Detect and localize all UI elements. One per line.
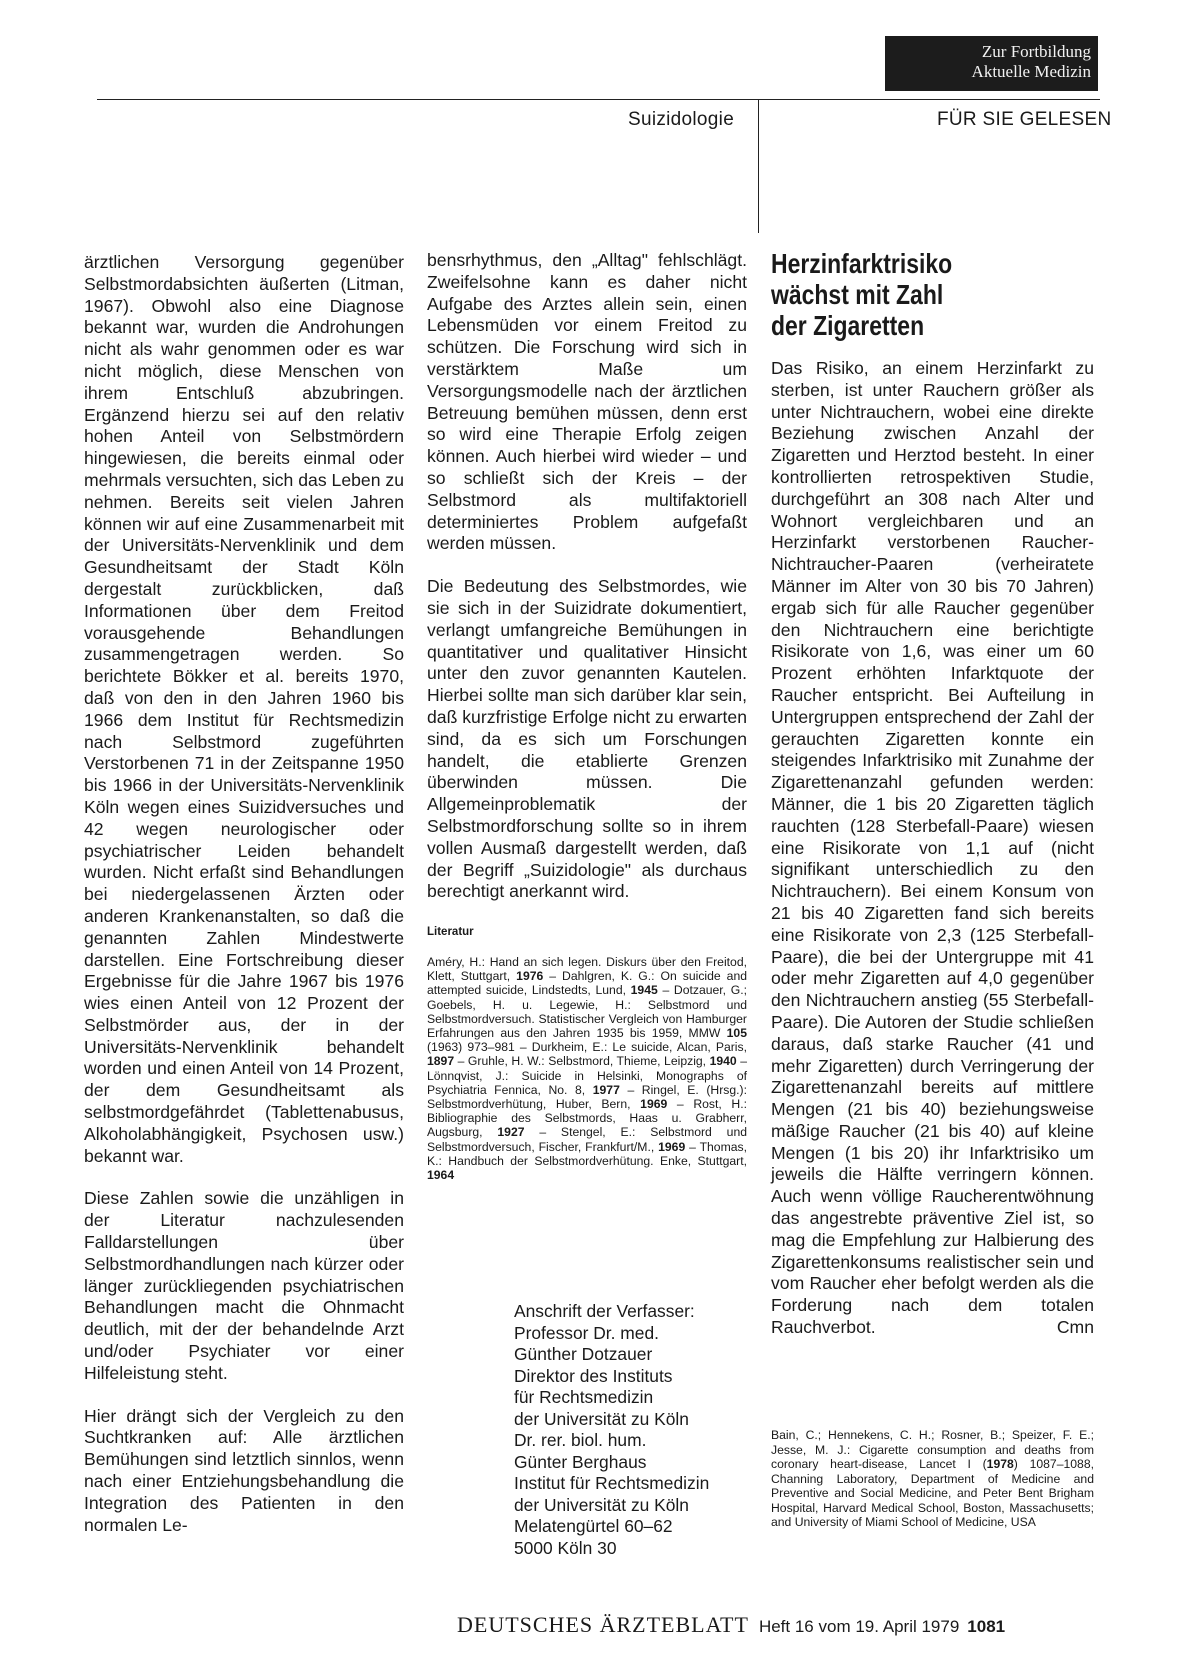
paragraph: Die Bedeutung des Selbstmordes, wie sie sich in der Suizidrate dokumentiert, verlangt umfangreiche Bemühungen in quantitativer und qualitativer Hinsicht unter den zuvor genannten Kautelen. Hierbei sollte man sich darüber klar sein, daß kurzfristige Erfolge nicht zu erwarten sind, da es sich um Forschungen handelt, die etablierte Grenzen überwinden müssen. Die Allgemeinproblematik der Selbstmordforschung sollte so in ihrem vollen Ausmaß dargestellt werden, daß der Begriff „Suizidologie" als durchaus berechtigt anerkannt wird. <box>427 576 747 902</box>
side-article-headline <box>771 248 1038 341</box>
main-article-column-1 <box>84 252 404 1536</box>
rubric-label: FÜR SIE GELESEN <box>937 109 1112 130</box>
headline-line: Herzinfarktrisiko <box>771 248 953 279</box>
paragraph: Das Risiko, an einem Herzinfarkt zu sterben, ist unter Rauchern größer als unter Nichtrauchern, wobei eine direkte Beziehung zwischen Anzahl der Zigaretten und Herztod besteht. In einer kontrollierten retrospektiven Studie, durchgeführt an 308 nach Alter und Wohnort vergleichbaren und an Herzinfarkt verstorbenen Raucher-Nichtraucher-Paaren (verheiratete Männer im Alter von 30 bis 70 Jahren) ergab sich für alle Raucher gegenüber den Nichtrauchern eine berichtigte Risikorate von 1,6, was einer um 60 Prozent erhöhten Infarktquote der Raucher entspricht. Bei Aufteilung in Untergruppen entsprechend der Zahl der gerauchten Zigaretten konnte ein steigendes Infarktrisiko mit Zunahme der Zigarettenanzahl gefunden werden: Männer, die 1 bis 20 Zigaretten täglich rauchten (128 Sterbefall-Paare) wiesen eine Risikorate von 1,1 auf (nicht signifikant unterschiedlich zu den Nichtrauchern). Bei einem Konsum von 21 bis 40 Zigaretten fand sich bereits eine Risikorate von 2,3 (125 Sterbefall-Paare), die bei der Untergruppe mit 41 oder mehr Zigaretten auf 4,0 gegenüber den Nichtrauchern anstieg (55 Sterbefall-Paare). Die Autoren der Studie schließen daraus, daß starke Raucher (41 und mehr Zigaretten) durch Verringerung der Zigarettenanzahl bereits auf mittlere Mengen (21 bis 40) beziehungsweise mäßige Raucher (21 bis 40) auf kleine Mengen (1 bis 20) ihr Infarktrisiko um jeweils die Hälfte verringern können. Auch wenn völlige Raucherentwöhnung das angestrebte präventive Ziel ist, so mag die Empfehlung zur Halbierung des Zigarettenkonsums realistischer sein und vom Raucher eher befolgt werden als die Forderung nach dem totalen Rauchverbot. Cmn <box>771 358 1094 1338</box>
page-footer <box>457 1612 1102 1642</box>
author-signature: Cmn <box>1056 1317 1094 1338</box>
address-line: Dr. rer. biol. hum. <box>514 1430 647 1450</box>
address-line: Direktor des Instituts <box>514 1365 673 1386</box>
side-article-body <box>771 358 1094 1339</box>
address-line: Institut für Rechtsmedizin <box>514 1473 710 1493</box>
issue-info: Heft 16 vom 19. April 1979 <box>758 1617 960 1636</box>
address-line: 5000 Köln 30 <box>514 1537 617 1558</box>
rubric-badge <box>885 36 1098 91</box>
paragraph: Diese Zahlen sowie die unzähligen in der Literatur nachzulesenden Falldarstellungen über Selbstmordhandlungen nach kürzer oder länger zurückliegenden psychiatrischen Behandlungen macht die Ohnmacht deutlich, mit der der behandelnde Arzt und/oder Psychiater vor einer Hilfeleistung steht. <box>84 1188 404 1383</box>
page-number: 1081 <box>967 1617 1006 1636</box>
paragraph: Hier drängt sich der Vergleich zu den Suchtkranken auf: Alle ärztlichen Bemühungen sind letztlich sinnlos, wenn nach einer Entziehungsbehandlung die Integration des Patienten in den normalen Le- <box>84 1405 404 1535</box>
badge-line-2: Aktuelle Medizin <box>971 62 1091 81</box>
literature-list: Améry, H.: Hand an sich legen. Diskurs über den Freitod, Klett, Stuttgart, 1976 – Dahlgren, K. G.: On suicide and attempted suicide, Lindstedts, Lund, 1945 – Dotzauer, G.; Goebels, H. u. Legewie, H.: Selbstmord und Selbstmordversuch. Statistischer Vergleich von Hamburger Erfahrungen aus den Jahren 1935 bis 1959, MMW 105 (1963) 973–981 – Durkheim, E.: Le suicide, Alcan, Paris, 1897 – Gruhle, H. W.: Selbstmord, Thieme, Leipzig, 1940 – Lönnqvist, J.: Suicide in Helsinki, Monographs of Psychiatria Fennica, No. 8, 1977 – Ringel, E. (Hrsg.): Selbstmordverhütung, Huber, Bern, 1969 – Rost, H.: Bibliographie des Selbstmords, Haas u. Grabherr, Augsburg, 1927 – Stengel, E.: Selbstmord und Selbstmordversuch, Fischer, Frankfurt/M., 1969 – Thomas, K.: Handbuch der Selbstmordverhütung. Enke, Stuttgart, 1964 <box>427 955 748 1183</box>
address-line: Günther Dotzauer <box>514 1344 653 1364</box>
headline-line: wächst mit Zahl <box>771 279 944 310</box>
section-label: Suizidologie <box>628 109 735 130</box>
column-divider <box>758 100 759 233</box>
header-rule <box>97 99 1100 100</box>
paragraph: bensrhythmus, den „Alltag" fehlschlägt. Zweifelsohne kann es daher nicht Aufgabe des Arztes allein sein, einen Lebensmüden vor einem Freitod zu schützen. Die Forschung wird sich in verstärktem Maße um Versorgungsmodelle nach der ärztlichen Betreuung bemühen müssen, denn erst so wird eine Therapie Erfolg zeigen können. Auch hierbei wird wieder – und so schließt sich der Kreis – der Selbstmord als multifaktoriell determiniertes Problem aufgefaßt werden müssen. <box>427 250 747 554</box>
paragraph: ärztlichen Versorgung gegenüber Selbstmordabsichten äußerten (Litman, 1967). Obwohl also eine Diagnose bekannt war, wurden die Androhungen nicht als wahr genommen oder es war nicht möglich, diese Menschen von ihrem Entschluß abzubringen. Ergänzend hierzu sei auf den relativ hohen Anteil von Selbstmördern hingewiesen, die bereits einmal oder mehrmals versuchten, sich das Leben zu nehmen. Bereits seit vielen Jahren können wir auf eine Zusammenarbeit mit der Universitäts-Nervenklinik und dem Gesundheitsamt der Stadt Köln dergestalt zurückblicken, daß Informationen über dem Freitod vorausgehende Behandlungen zusammengetragen werden. So berichtete Bökker et al. bereits 1970, daß von den in den Jahren 1960 bis 1966 dem Institut für Rechtsmedizin nach Selbstmord zugeführten Verstorbenen 71 in der Zeitspanne 1950 bis 1966 in der Universitäts-Nervenklinik Köln wegen eines Suizidversuches und 42 wegen neurologischer oder psychiatrischer Leiden behandelt wurden. Nicht erfaßt sind Behandlungen bei niedergelassenen Ärzten oder anderen Krankenanstalten, so daß die genannten Zahlen Mindestwerte darstellen. Eine Fortschreibung dieser Ergebnisse für die Jahre 1967 bis 1976 wies einen Anteil von 12 Prozent der Selbstmörder aus, der in der Universitäts-Nervenklinik behandelt worden und einen Anteil von 14 Prozent, der dem Gesundheitsamt als selbstmordgefährdet (Tablettenabusus, Alkoholabhängigkeit, Psychosen usw.) bekannt war. <box>84 252 404 1166</box>
side-article-reference: Bain, C.; Hennekens, C. H.; Rosner, B.; Speizer, F. E.; Jesse, M. J.: Cigarette consumption and deaths from coronary heart-disease, Lancet I (1978) 1087–1088, Channing Laboratory, Department of Medicine and Preventive and Social Medicine, and Peter Bent Brigham Hospital, Harvard Medical School, Boston, Massachusetts; and University of Miami School of Medicine, USA <box>771 1428 1094 1529</box>
address-line: Anschrift der Verfasser: <box>514 1301 695 1321</box>
literature-heading: Literatur <box>427 926 474 938</box>
headline-line: der Zigaretten <box>771 310 925 341</box>
address-line: Professor Dr. med. <box>514 1322 659 1343</box>
author-address <box>514 1301 754 1559</box>
badge-line-1: Zur Fortbildung <box>981 42 1091 61</box>
main-article-column-2 <box>427 250 747 903</box>
address-line: für Rechtsmedizin <box>514 1387 654 1407</box>
journal-name: DEUTSCHES ÄRZTEBLATT <box>457 1612 749 1637</box>
address-line: der Universität zu Köln <box>514 1408 689 1429</box>
address-line: Melatengürtel 60–62 <box>514 1516 673 1536</box>
address-line: der Universität zu Köln <box>514 1494 689 1515</box>
address-line: Günter Berghaus <box>514 1451 647 1472</box>
